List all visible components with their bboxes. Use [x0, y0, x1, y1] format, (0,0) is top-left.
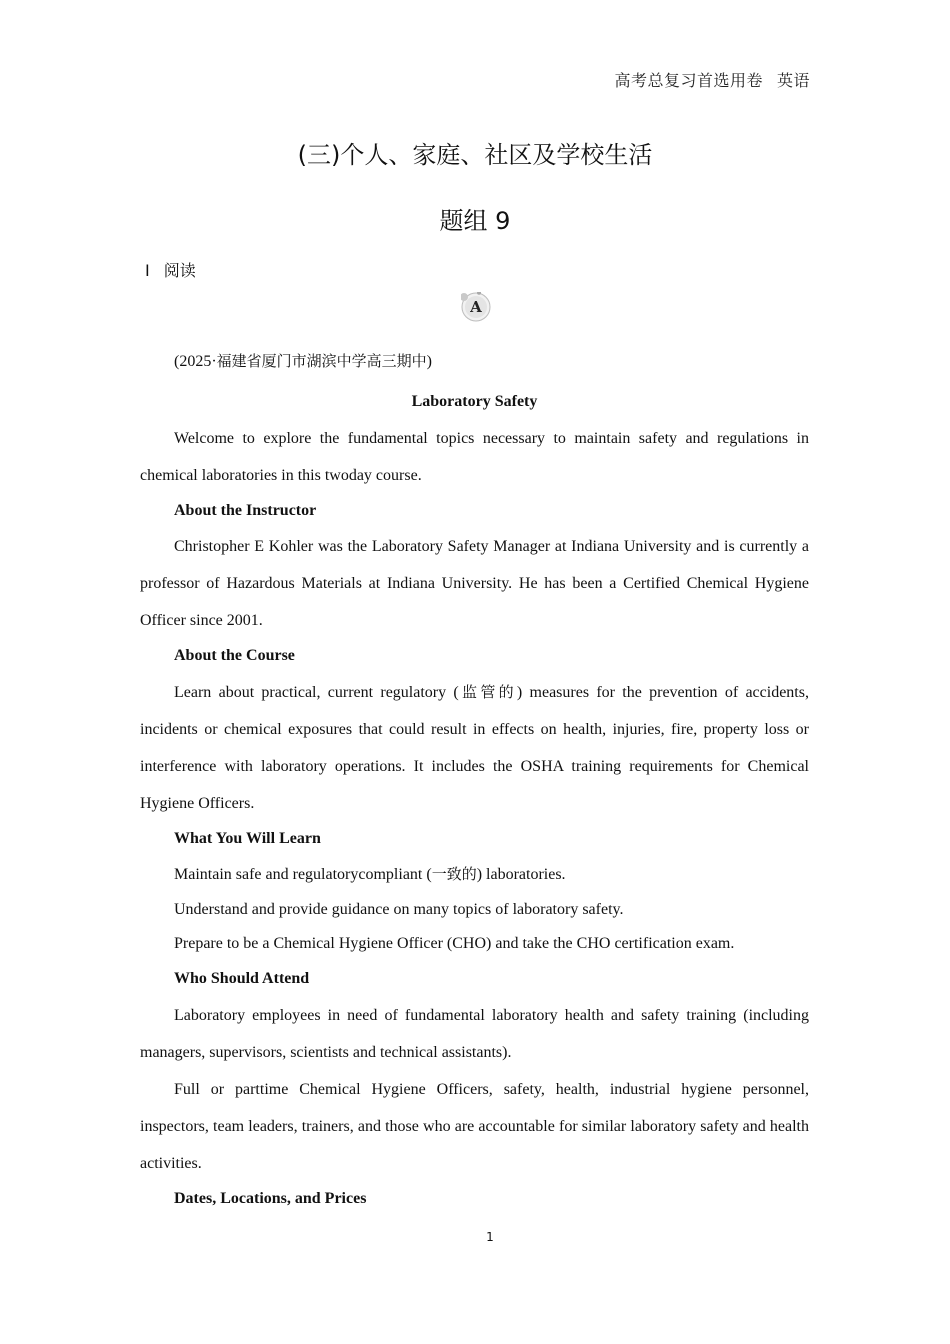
- passage-content: [140, 349, 809, 1216]
- learn-item: Maintain safe and regulatorycompliant (一致的) laboratories.: [174, 864, 566, 883]
- dates-heading: Dates, Locations, and Prices: [174, 1189, 367, 1207]
- book-title: 高考总复习首选用卷: [614, 73, 763, 90]
- subject-label: 英语: [776, 73, 810, 90]
- course-paragraph: Learn about practical, current regulatory (监管的) measures for the prevention of accidents, incidents or chemical exposures that could result in effects on health, injuries, fire, property loss or interference with laboratory operations. It includes the OSHA training requirements for Chemical Hygiene Officers.: [140, 683, 809, 813]
- attend-heading: Who Should Attend: [174, 969, 310, 987]
- intro-paragraph: Welcome to explore the fundamental topics necessary to maintain safety and regulations in chemical laboratories in this twoday course.: [140, 429, 809, 484]
- passage-source: (2025·福建省厦门市湖滨中学高三期中): [174, 352, 432, 370]
- running-header: [614, 68, 810, 91]
- badge-letter: A: [470, 298, 482, 316]
- group-title: 题组 9: [439, 207, 511, 235]
- course-heading: About the Course: [174, 647, 295, 665]
- passage-title: Laboratory Safety: [411, 393, 538, 410]
- learn-item: Understand and provide guidance on many topics of laboratory safety.: [174, 900, 624, 918]
- page-title: (三)个人、家庭、社区及学校生活: [297, 141, 653, 169]
- learn-item: Prepare to be a Chemical Hygiene Officer (CHO) and take the CHO certification exam.: [174, 935, 735, 953]
- section-number: Ⅰ: [145, 263, 150, 280]
- page-number: 1: [486, 1230, 494, 1244]
- instructor-paragraph: Christopher E Kohler was the Laboratory Safety Manager at Indiana University and is currently a professor of Hazardous Materials at Indiana University. He has been a Certified Chemical Hygiene Officer since 2001.: [140, 538, 809, 630]
- passage-a-badge-icon: [461, 292, 491, 322]
- learn-heading: What You Will Learn: [174, 830, 321, 848]
- section-label-text: 阅读: [163, 261, 196, 280]
- instructor-heading: About the Instructor: [174, 501, 317, 519]
- attend-paragraph: Laboratory employees in need of fundamental laboratory health and safety training (including managers, supervisors, scientists and technical assistants).: [140, 1006, 809, 1061]
- attend-paragraph: Full or parttime Chemical Hygiene Officers, safety, health, industrial hygiene personnel, inspectors, team leaders, trainers, and those who are accountable for similar laboratory safety and health activities.: [140, 1080, 809, 1172]
- section-heading: [145, 258, 196, 281]
